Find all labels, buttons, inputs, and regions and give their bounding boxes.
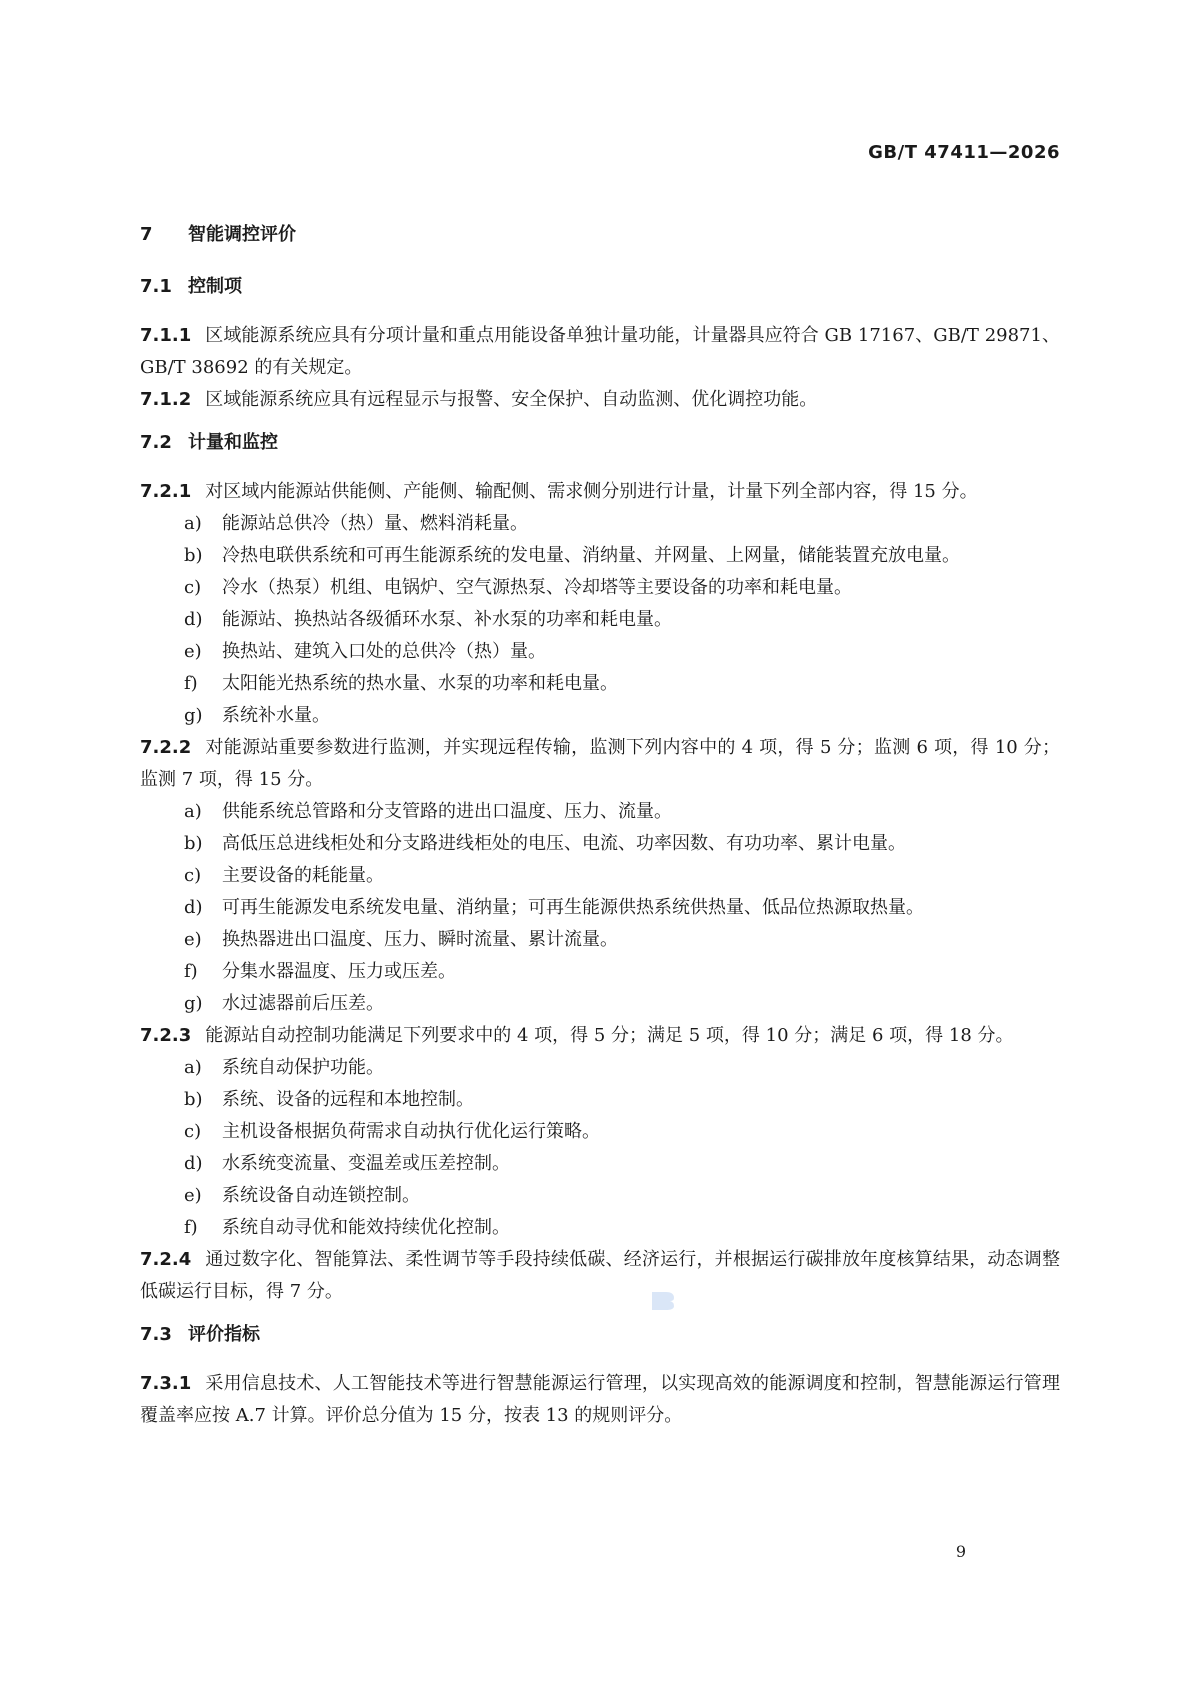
- item-text: 主机设备根据负荷需求自动执行优化运行策略。: [222, 1121, 600, 1142]
- list-item: [140, 1148, 1060, 1180]
- chapter-title: 智能调控评价: [188, 224, 296, 245]
- item-marker: c): [184, 865, 202, 886]
- clause-number: 7.2.3: [140, 1025, 192, 1046]
- list-item: [140, 636, 1060, 668]
- item-text: 高低压总进线柜处和分支路进线柜处的电压、电流、功率因数、有功功率、累计电量。: [222, 833, 906, 854]
- item-marker: g): [184, 993, 203, 1014]
- list-item: [140, 668, 1060, 700]
- item-marker: a): [184, 1057, 202, 1078]
- page-number: 9: [955, 1542, 966, 1561]
- list-item: [140, 604, 1060, 636]
- item-marker: e): [184, 641, 202, 662]
- item-marker: e): [184, 1185, 202, 1206]
- section-heading-7-1: [140, 274, 1060, 300]
- item-text: 冷水（热泵）机组、电锅炉、空气源热泵、冷却塔等主要设备的功率和耗电量。: [222, 577, 852, 598]
- item-text: 水系统变流量、变温差或压差控制。: [222, 1153, 510, 1174]
- clause-number: 7.2.1: [140, 481, 192, 502]
- item-marker: c): [184, 1121, 202, 1142]
- item-marker: f): [184, 1217, 198, 1238]
- clause-text: 能源站自动控制功能满足下列要求中的 4 项，得 5 分；满足 5 项，得 10 分；满足 6 项，得 18 分。: [205, 1025, 1014, 1046]
- item-marker: f): [184, 961, 198, 982]
- watermark-logo-icon: [650, 1290, 676, 1312]
- section-number: 7.2: [140, 432, 172, 453]
- list-item: [140, 1052, 1060, 1084]
- clause-7-2-2: [140, 732, 1060, 796]
- clause-text: 采用信息技术、人工智能技术等进行智慧能源运行管理，以实现高效的能源调度和控制，智慧能源运行管理覆盖率应按 A.7 计算。评价总分值为 15 分，按表 13 的规则评分。: [140, 1373, 1060, 1426]
- item-text: 系统自动保护功能。: [222, 1057, 384, 1078]
- page-content: [140, 222, 1060, 1432]
- item-marker: d): [184, 609, 203, 630]
- item-text: 能源站、换热站各级循环水泵、补水泵的功率和耗电量。: [222, 609, 672, 630]
- clause-text: 对能源站重要参数进行监测，并实现远程传输，监测下列内容中的 4 项，得 5 分；监测 6 项，得 10 分；监测 7 项，得 15 分。: [140, 737, 1060, 790]
- chapter-number: 7: [140, 224, 153, 245]
- section-number: 7.3: [140, 1324, 172, 1345]
- item-marker: c): [184, 577, 202, 598]
- item-marker: a): [184, 801, 202, 822]
- clause-7-2-4: [140, 1244, 1060, 1308]
- list-item: [140, 1180, 1060, 1212]
- item-text: 主要设备的耗能量。: [222, 865, 384, 886]
- list-item: [140, 860, 1060, 892]
- clause-number: 7.3.1: [140, 1373, 192, 1394]
- clause-7-2-3: [140, 1020, 1060, 1052]
- clause-text: 区域能源系统应具有远程显示与报警、安全保护、自动监测、优化调控功能。: [205, 389, 818, 410]
- item-marker: d): [184, 1153, 203, 1174]
- item-text: 水过滤器前后压差。: [222, 993, 384, 1014]
- chapter-heading: [140, 222, 1060, 248]
- section-heading-7-3: [140, 1322, 1060, 1348]
- item-text: 系统、设备的远程和本地控制。: [222, 1089, 474, 1110]
- clause-number: 7.2.2: [140, 737, 192, 758]
- list-item: [140, 1116, 1060, 1148]
- section-number: 7.1: [140, 276, 172, 297]
- list-item: [140, 540, 1060, 572]
- list-item: [140, 988, 1060, 1020]
- section-title: 控制项: [188, 276, 242, 297]
- list-item: [140, 572, 1060, 604]
- clause-7-1-2: [140, 384, 1060, 416]
- item-text: 系统设备自动连锁控制。: [222, 1185, 420, 1206]
- item-marker: f): [184, 673, 198, 694]
- section-heading-7-2: [140, 430, 1060, 456]
- list-item: [140, 956, 1060, 988]
- clause-7-2-1: [140, 476, 1060, 508]
- item-text: 能源站总供冷（热）量、燃料消耗量。: [222, 513, 528, 534]
- item-text: 太阳能光热系统的热水量、水泵的功率和耗电量。: [222, 673, 618, 694]
- item-marker: b): [184, 833, 203, 854]
- item-text: 系统补水量。: [222, 705, 330, 726]
- list-item: [140, 1084, 1060, 1116]
- clause-number: 7.2.4: [140, 1249, 192, 1270]
- list-item: [140, 828, 1060, 860]
- item-text: 供能系统总管路和分支管路的进出口温度、压力、流量。: [222, 801, 672, 822]
- list-item: [140, 1212, 1060, 1244]
- item-marker: e): [184, 929, 202, 950]
- section-title: 评价指标: [188, 1324, 260, 1345]
- list-item: [140, 700, 1060, 732]
- clause-7-3-1: [140, 1368, 1060, 1432]
- clause-text: 对区域内能源站供能侧、产能侧、输配侧、需求侧分别进行计量，计量下列全部内容，得 15 分。: [205, 481, 978, 502]
- item-text: 分集水器温度、压力或压差。: [222, 961, 456, 982]
- item-marker: g): [184, 705, 203, 726]
- clause-number: 7.1.2: [140, 389, 192, 410]
- clause-number: 7.1.1: [140, 325, 192, 346]
- item-marker: a): [184, 513, 202, 534]
- item-text: 换热器进出口温度、压力、瞬时流量、累计流量。: [222, 929, 618, 950]
- item-text: 换热站、建筑入口处的总供冷（热）量。: [222, 641, 546, 662]
- list-item: [140, 892, 1060, 924]
- item-marker: b): [184, 1089, 203, 1110]
- section-title: 计量和监控: [188, 432, 278, 453]
- standard-code: GB/T 47411—2026: [868, 142, 1060, 163]
- list-item: [140, 508, 1060, 540]
- item-text: 系统自动寻优和能效持续优化控制。: [222, 1217, 510, 1238]
- clause-7-1-1: [140, 320, 1060, 384]
- clause-text: 区域能源系统应具有分项计量和重点用能设备单独计量功能，计量器具应符合 GB 17167、GB/T 29871、GB/T 38692 的有关规定。: [140, 325, 1060, 378]
- item-marker: b): [184, 545, 203, 566]
- clause-text: 通过数字化、智能算法、柔性调节等手段持续低碳、经济运行，并根据运行碳排放年度核算结果，动态调整低碳运行目标，得 7 分。: [140, 1249, 1060, 1302]
- list-item: [140, 924, 1060, 956]
- item-text: 冷热电联供系统和可再生能源系统的发电量、消纳量、并网量、上网量，储能装置充放电量。: [222, 545, 960, 566]
- item-marker: d): [184, 897, 203, 918]
- item-text: 可再生能源发电系统发电量、消纳量；可再生能源供热系统供热量、低品位热源取热量。: [222, 897, 924, 918]
- list-item: [140, 796, 1060, 828]
